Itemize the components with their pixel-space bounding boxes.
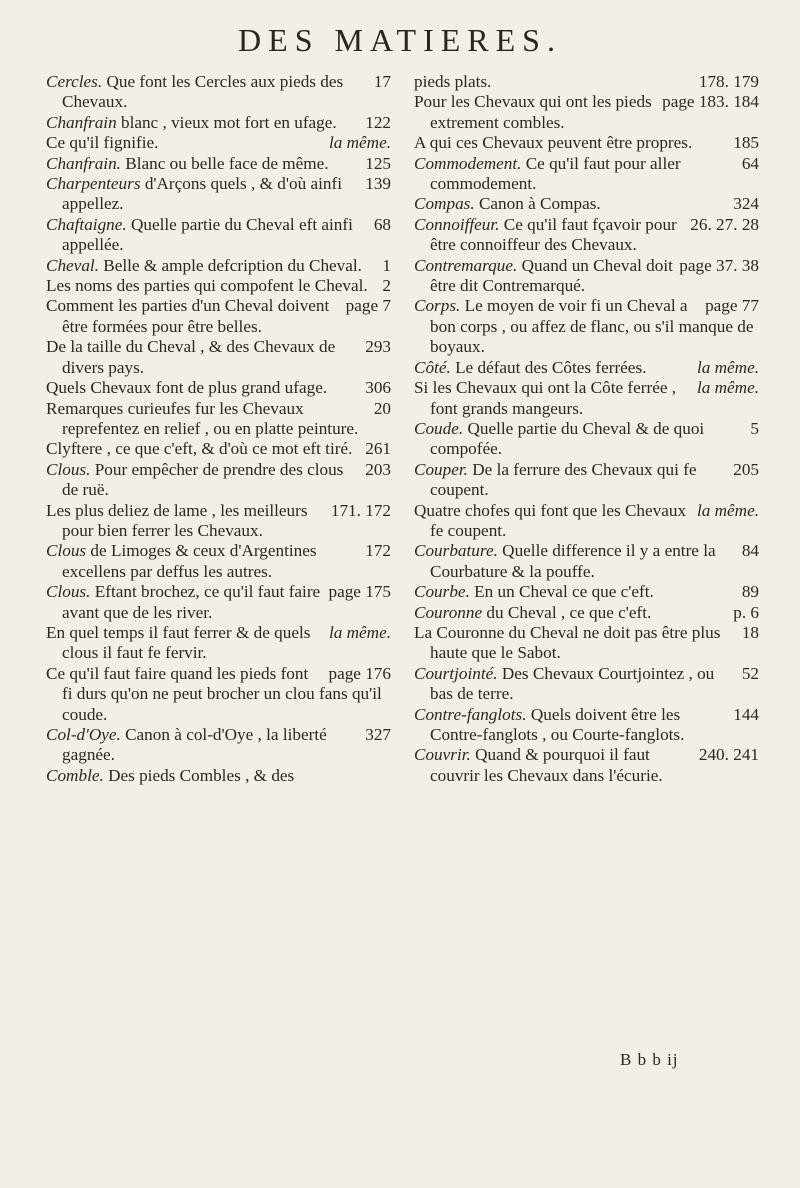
entry-headword: Clous [46,541,87,561]
index-entry [414,256,759,297]
entry-headword: Charpenteurs [46,174,141,194]
entry-text: De la taille du Cheval , & des Chevaux de divers pays. [46,337,336,377]
entry-page-ref: 122 [365,112,391,132]
entry-text: Comment les parties d'un Cheval doivent être formées pour être belles. [46,296,330,336]
entry-page-ref: page 37. 38 [679,255,759,275]
entry-text: Quelle partie du Cheval & de quoi compofée. [430,418,705,459]
index-entry [46,460,391,501]
entry-text: Clyftere , ce que c'eft, & d'où ce mot eft tiré. [46,439,353,459]
index-entry [414,664,759,705]
entry-page-ref: 178. 179 [698,72,759,91]
entry-text: Quelle partie du Cheval eft ainfi appellée. [62,214,353,255]
index-entry [414,378,759,419]
entry-text: En un Cheval ce que c'eft. [474,582,654,602]
entry-page-ref: 2 [382,276,391,296]
entry-headword: Cercles. [46,72,103,91]
index-entry [414,92,759,133]
entry-page-ref: 84 [741,541,759,561]
index-entry [46,664,391,725]
index-entry [414,460,759,501]
entry-headword: Comble. [46,765,104,785]
entry-headword: Clous. [46,459,91,479]
entry-headword: Côté. [414,357,451,377]
entry-text: du Cheval , ce que c'eft. [486,602,652,622]
entry-page-ref: 324 [733,194,759,214]
entry-text: Le moyen de voir fi un Cheval a bon corps , ou affez de flanc, ou s'il manque de boyaux. [430,296,754,357]
entry-text: d'Arçons quels , & d'où ainfi appellez. [62,174,342,214]
entry-page-ref: 306 [365,378,391,398]
entry-headword: Courbature. [414,541,498,561]
entry-headword: Corps. [414,296,461,316]
entry-page-ref: la même. [696,378,759,398]
index-entry [46,154,391,174]
index-entry [46,501,391,542]
index-entry [414,419,759,460]
entry-text: Que font les Cercles aux pieds des Chevaux. [62,72,344,112]
entry-page-ref: 89 [741,582,759,602]
entry-text: Quels Chevaux font de plus grand ufage. [46,378,328,398]
index-entry [414,296,759,357]
entry-text: blanc , vieux mot fort en ufage. [120,112,337,132]
index-entry [46,72,391,113]
entry-text: Les plus deliez de lame , les meilleurs pour bien ferrer les Chevaux. [46,500,308,540]
entry-page-ref: page 7 [345,296,391,316]
entry-headword: Compas. [414,194,475,214]
entry-page-ref: la même. [696,357,759,377]
entry-text: Canon à Compas. [478,194,601,214]
entry-text: Quand & pourquoi il faut couvrir les Chevaux dans l'écurie. [430,745,663,785]
index-entry [46,541,391,582]
index-entry [46,399,391,440]
entry-page-ref: page 175 [328,582,391,602]
entry-text: A qui ces Chevaux peuvent être propres. [414,133,693,153]
entry-page-ref: 68 [373,214,391,234]
page-header: DES MATIERES. [238,22,562,58]
index-entry [46,725,391,766]
entry-headword: Couper. [414,459,468,479]
entry-text: Quand un Cheval doit être dit Contremarqué. [430,255,673,296]
index-entry [46,256,391,276]
index-entry [414,154,759,195]
entry-headword: Contremarque. [414,255,518,275]
entry-text: Eftant brochez, ce qu'il faut faire avant que de les river. [62,582,321,622]
left-column [46,72,391,786]
entry-page-ref: 125 [365,153,391,173]
entry-page-ref: p. 6 [733,602,759,622]
entry-headword: Courbe. [414,582,470,602]
entry-headword: Coude. [414,418,464,438]
index-entry [414,623,759,664]
index-entry [414,72,759,92]
entry-page-ref: 172 [365,541,391,561]
entry-page-ref: 20 [373,398,391,418]
entry-page-ref: 261 [365,439,391,459]
entry-text: Quatre chofes qui font que les Chevaux fe coupent. [414,500,687,540]
entry-text: Pour empêcher de prendre des clous de ruë. [62,459,344,500]
entry-headword: Commodement. [414,153,522,173]
entry-text: En quel temps il faut ferrer & de quels clous il faut fe fervir. [46,622,311,663]
entry-text: La Couronne du Cheval ne doit pas être plus haute que le Sabot. [414,622,721,663]
entry-text: Le défaut des Côtes ferrées. [455,357,647,377]
index-entry [414,705,759,746]
entry-page-ref: 52 [741,663,759,683]
index-entry [46,766,391,786]
index-entry [414,603,759,623]
entry-page-ref: 171. 172 [330,500,391,520]
entry-page-ref: 139 [365,174,391,194]
entry-text: Pour les Chevaux qui ont les pieds extrement combles. [414,92,652,132]
entry-headword: Chaftaigne. [46,214,127,234]
entry-page-ref: la même. [328,622,391,642]
entry-headword: Couvrir. [414,745,471,765]
entry-headword: Couronne [414,602,483,622]
entry-page-ref: 185 [733,133,759,153]
entry-headword: Courtjointé. [414,663,498,683]
entry-headword: Contre-fanglots. [414,704,527,724]
entry-page-ref: 5 [750,418,759,438]
entry-page-ref: 18 [741,622,759,642]
index-entry [46,623,391,664]
index-entry [414,501,759,542]
index-entry [46,582,391,623]
entry-text: De la ferrure des Chevaux qui fe coupent. [430,459,697,500]
right-column [414,72,759,786]
entry-page-ref: page 183. 184 [662,92,759,112]
entry-page-ref: page 77 [705,296,759,316]
entry-page-ref: 64 [741,153,759,173]
index-entry [46,133,391,153]
entry-headword: Clous. [46,582,91,602]
entry-text: Si les Chevaux qui ont la Côte ferrée , font grands mangeurs. [414,378,677,418]
index-entry [46,439,391,459]
entry-text: Canon à col-d'Oye , la liberté gagnée. [62,725,327,765]
entry-text: Quelle difference il y a entre la Courbature & la pouffe. [430,541,716,581]
index-entry [414,358,759,378]
entry-page-ref: 240. 241 [698,745,759,765]
entry-headword: Chanfrain. [46,153,121,173]
index-entry [414,582,759,602]
entry-text: pieds plats. [414,72,492,91]
entry-text: de Limoges & ceux d'Argentines excellens par deffus les autres. [62,541,317,581]
entry-text: Ce qu'il faut pour aller commodement. [430,153,681,194]
index-entry [414,133,759,153]
entry-headword: Chanfrain [46,112,117,132]
entry-headword: Connoiffeur. [414,214,500,234]
entry-page-ref: la même. [328,133,391,153]
entry-headword: Cheval. [46,255,99,275]
entry-page-ref: 17 [373,72,391,91]
entry-page-ref: page 176 [328,663,391,683]
entry-text: Blanc ou belle face de même. [125,153,329,173]
index-entry [414,194,759,214]
index-entry [46,215,391,256]
index-entry [46,378,391,398]
index-entry [414,215,759,256]
index-entry [414,541,759,582]
entry-page-ref: 327 [365,725,391,744]
index-entry [46,296,391,337]
entry-text: Des pieds Combles , & des [108,765,295,785]
entry-text: Ce qu'il faut fçavoir pour être connoiffeur des Chevaux. [430,214,677,255]
entry-headword: Col-d'Oye. [46,725,121,744]
index-entry [46,113,391,133]
entry-text: Belle & ample defcription du Cheval. [103,255,362,275]
entry-text: Remarques curieufes fur les Chevaux reprefentez en relief , ou en platte peinture. [46,398,359,438]
index-entry [46,337,391,378]
entry-text: Quels doivent être les Contre-fanglots , ou Courte-fanglots. [430,704,685,744]
entry-page-ref: 1 [382,255,391,275]
entry-text: Des Chevaux Courtjointez , ou bas de terre. [430,663,715,704]
entry-page-ref: 26. 27. 28 [690,214,759,234]
index-entry [46,174,391,215]
entry-page-ref: 293 [365,337,391,357]
signature-mark: B b b ij [620,1050,679,1069]
entry-page-ref: 144 [733,704,759,724]
entry-text: Ce qu'il fignifie. [46,133,159,153]
entry-page-ref: 205 [733,459,759,479]
entry-text: Les noms des parties qui compofent le Cheval. [46,276,368,296]
index-entry [414,745,759,786]
entry-page-ref: 203 [365,459,391,479]
entry-text: Ce qu'il faut faire quand les pieds font fi durs qu'on ne peut brocher un clou fans qu'il coude. [46,663,382,724]
index-entry [46,276,391,296]
entry-page-ref: la même. [696,500,759,520]
